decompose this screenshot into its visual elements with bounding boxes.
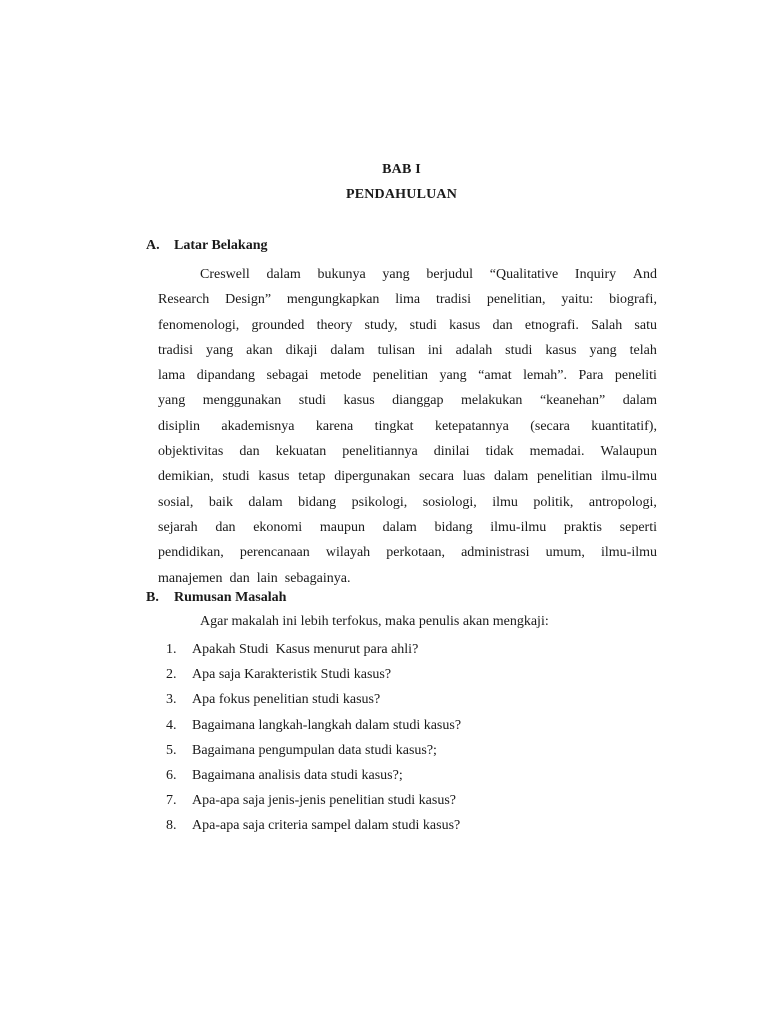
question-text: Apa-apa saja criteria sampel dalam studi kasus? xyxy=(192,818,461,834)
section-heading-latar-belakang xyxy=(146,238,267,254)
question-item xyxy=(166,713,461,738)
question-number: 1. xyxy=(166,642,177,657)
question-number: 5. xyxy=(166,742,177,758)
paragraph-line: fenomenologi, grounded theory study, studi kasus dan etnografi. Salah satu xyxy=(158,317,657,333)
problem-question-list xyxy=(166,637,461,839)
problem-intro-text: Agar makalah ini lebih terfokus, maka penulis akan mengkaji: xyxy=(200,614,549,629)
paragraph-line: sosial, baik dalam bidang psikologi, sosiologi, ilmu politik, antropologi, xyxy=(158,494,657,510)
section-heading-rumusan-masalah xyxy=(146,590,286,606)
question-number: 6. xyxy=(166,767,177,783)
question-number: 2. xyxy=(166,667,177,683)
question-item xyxy=(166,687,461,712)
section-title: Rumusan Masalah xyxy=(174,590,287,605)
question-item xyxy=(166,637,461,662)
section-letter: A. xyxy=(146,238,160,253)
question-text: Apakah Studi Kasus menurut para ahli? xyxy=(192,642,419,657)
question-item xyxy=(166,738,461,763)
paragraph-line: sejarah dan ekonomi maupun dalam bidang ilmu-ilmu praktis seperti xyxy=(158,519,657,535)
paragraph-line: demikian, studi kasus tetap dipergunakan secara luas dalam penelitian ilmu-ilmu xyxy=(158,469,657,485)
question-number: 4. xyxy=(166,717,177,733)
question-item xyxy=(166,788,461,813)
chapter-title: PENDAHULUAN xyxy=(345,187,458,202)
section-title: Latar Belakang xyxy=(174,238,268,253)
paragraph-line: manajemen dan lain sebagainya. xyxy=(158,570,351,586)
question-number: 8. xyxy=(166,818,177,834)
paragraph-line: disiplin akademisnya karena tingkat ketepatannya (secara kuantitatif), xyxy=(158,418,657,434)
question-number: 3. xyxy=(166,692,177,708)
paragraph-line: Research Design” mengungkapkan lima tradisi penelitian, yaitu: biografi, xyxy=(158,292,657,308)
question-text: Bagaimana langkah-langkah dalam studi kasus? xyxy=(192,717,462,733)
section-letter: B. xyxy=(146,590,159,605)
paragraph-line: Creswell dalam bukunya yang berjudul “Qualitative Inquiry And xyxy=(200,267,657,282)
question-text: Apa-apa saja jenis-jenis penelitian studi kasus? xyxy=(192,793,456,809)
paragraph-line: lama dipandang sebagai metode penelitian yang “amat lemah”. Para peneliti xyxy=(158,368,657,384)
paragraph-line: objektivitas dan kekuatan penelitiannya dinilai tidak memadai. Walaupun xyxy=(158,444,657,460)
question-item xyxy=(166,662,461,687)
chapter-number: BAB I xyxy=(382,162,421,177)
background-paragraph xyxy=(158,262,657,591)
question-text: Bagaimana pengumpulan data studi kasus?; xyxy=(192,742,437,758)
paragraph-line: tradisi yang akan dikaji dalam tulisan ini adalah studi kasus yang telah xyxy=(158,342,657,358)
paragraph-line: pendidikan, perencanaan wilayah perkotaan, administrasi umum, ilmu-ilmu xyxy=(158,545,657,561)
question-text: Apa saja Karakteristik Studi kasus? xyxy=(192,667,392,683)
question-item xyxy=(166,813,461,838)
paragraph-line: yang menggunakan studi kasus dianggap melakukan “keanehan” dalam xyxy=(158,393,657,409)
question-text: Bagaimana analisis data studi kasus?; xyxy=(192,767,403,783)
question-number: 7. xyxy=(166,793,177,809)
question-item xyxy=(166,763,461,788)
question-text: Apa fokus penelitian studi kasus? xyxy=(192,692,381,708)
